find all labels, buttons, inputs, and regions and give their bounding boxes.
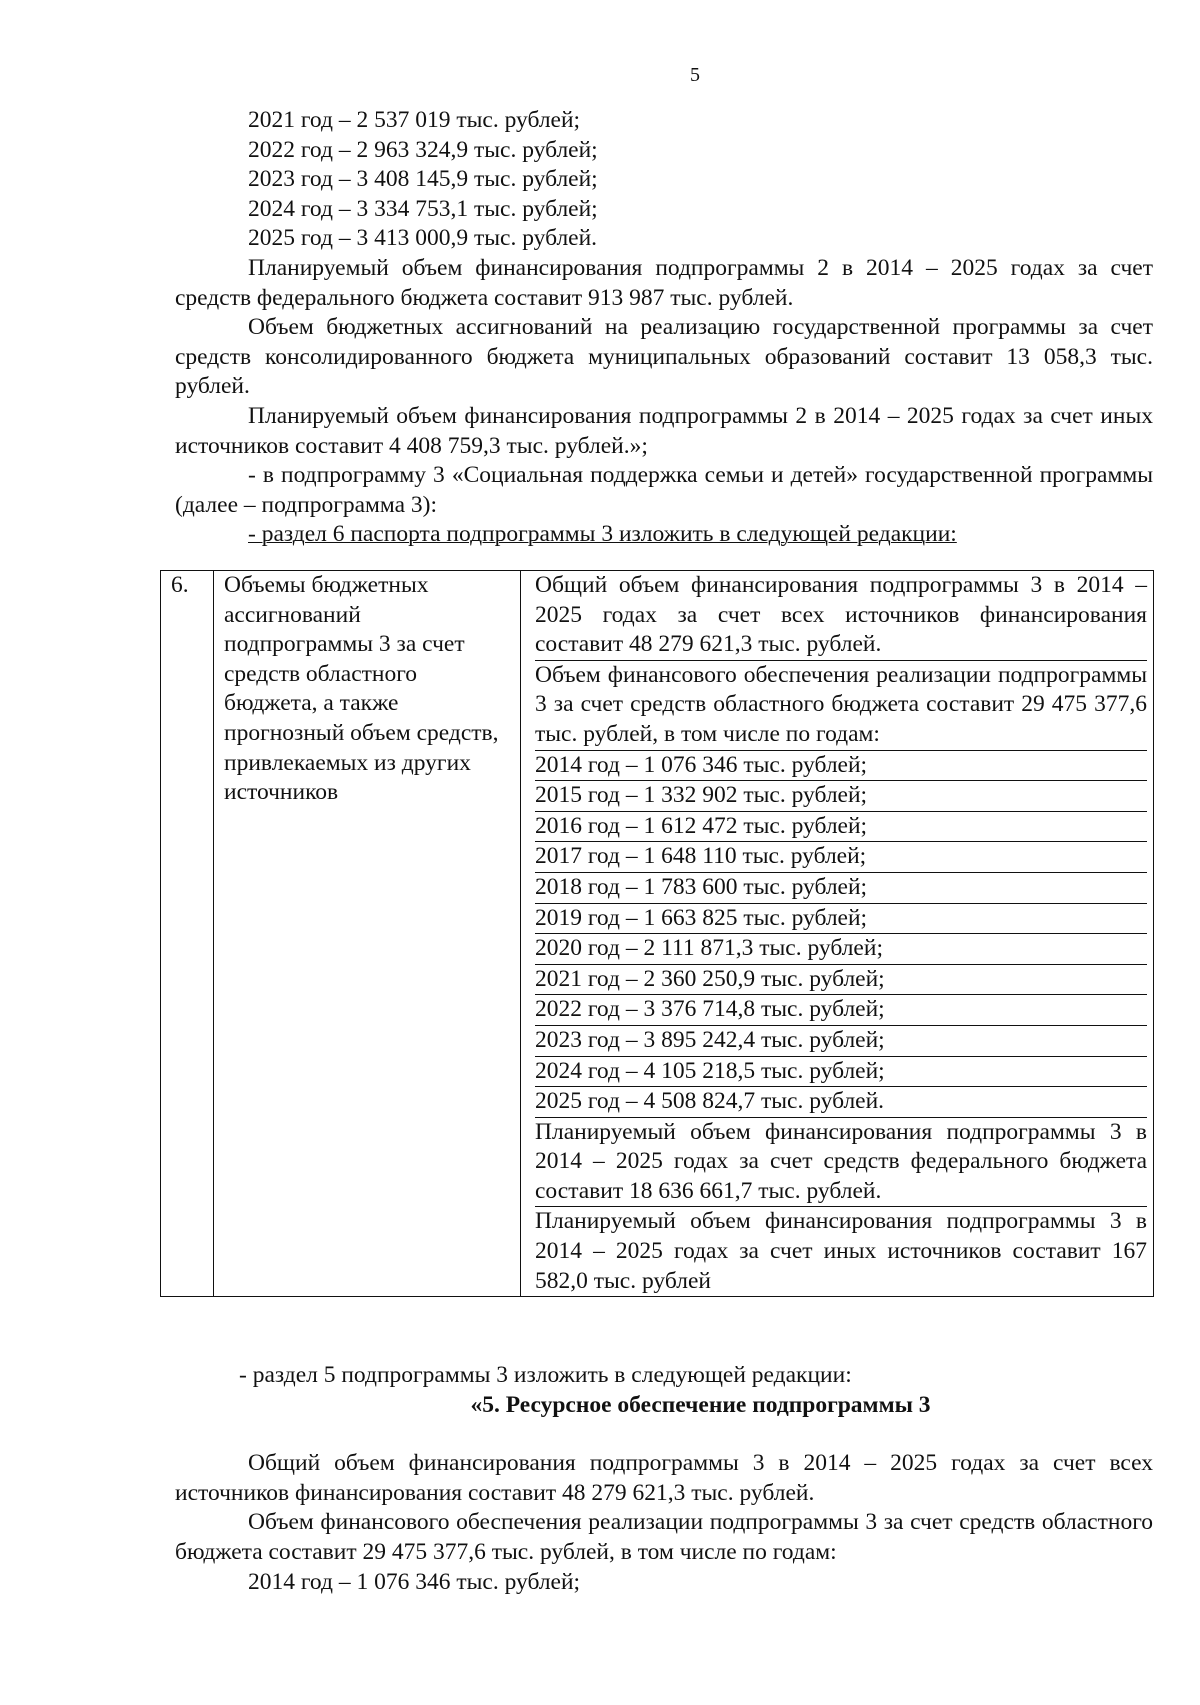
year-2016 — [535, 812, 1147, 843]
year-line: 2014 год – 1 076 346 тыс. рублей; — [535, 751, 868, 778]
page-number: 5 — [690, 64, 700, 86]
year-2025 — [535, 1087, 1147, 1118]
row-number: 6. — [161, 571, 214, 1297]
other-funding-text: Планируемый объем финансирования подпрограммы 3 в 2014 – 2025 годах за счет иных источников составит 167 582,0 тыс. рублей — [535, 1208, 1147, 1294]
section-block — [175, 1361, 1153, 1597]
year-2019 — [535, 904, 1147, 935]
total-funding — [535, 571, 1147, 661]
other-funding — [535, 1207, 1147, 1296]
intro-year-2025: 2025 год – 3 413 000,9 тыс. рублей. — [248, 225, 598, 252]
section-year-2014: 2014 год – 1 076 346 тыс. рублей; — [248, 1568, 581, 1595]
section-heading: «5. Ресурсное обеспечение подпрограммы 3 — [470, 1391, 931, 1418]
year-2018 — [535, 873, 1147, 904]
table-row — [161, 571, 1154, 1297]
year-line: 2015 год – 1 332 902 тыс. рублей; — [535, 782, 868, 809]
row-label: Объемы бюджетных ассигнований подпрограммы 3 за счет средств областного бюджета, а также прогнозный объем средств, привлекаемых из других источников — [214, 571, 521, 1297]
paragraph-section6-note — [175, 520, 1153, 550]
section-paragraph-regional: Объем финансового обеспечения реализации подпрограммы 3 за счет средств областного бюджета составит 29 475 377,6 тыс. рублей, в том числе по годам: — [175, 1509, 1153, 1565]
year-line: 2020 год – 2 111 871,3 тыс. рублей; — [535, 935, 883, 962]
intro-year-2022: 2022 год – 2 963 324,9 тыс. рублей; — [248, 136, 598, 163]
federal-funding — [535, 1118, 1147, 1208]
intro-year-2024: 2024 год – 3 334 753,1 тыс. рублей; — [248, 195, 598, 222]
year-line: 2019 год – 1 663 825 тыс. рублей; — [535, 904, 868, 931]
paragraph-sub3-intro: - в подпрограмму 3 «Социальная поддержка семьи и детей» государственной программы (далее – подпрограмма 3): — [175, 462, 1153, 518]
year-line: 2022 год – 3 376 714,8 тыс. рублей; — [535, 996, 885, 1023]
passport-table — [160, 570, 1154, 1297]
year-2017 — [535, 842, 1147, 873]
total-funding-text: Общий объем финансирования подпрограммы 3 в 2014 – 2025 годах за счет всех источников финансирования составит 48 279 621,3 тыс. рублей. — [535, 572, 1147, 658]
section-paragraph-total: Общий объем финансирования подпрограммы 3 в 2014 – 2025 годах за счет всех источников финансирования составит 48 279 621,3 тыс. рублей. — [175, 1450, 1153, 1506]
year-line: 2024 год – 4 105 218,5 тыс. рублей; — [535, 1057, 885, 1084]
row-content — [521, 571, 1154, 1297]
spacer — [175, 1420, 1153, 1449]
year-line: 2021 год – 2 360 250,9 тыс. рублей; — [535, 965, 885, 992]
regional-funding-text: Объем финансового обеспечения реализации подпрограммы 3 за счет средств областного бюджета составит 29 475 377,6 тыс. рублей, в том числе по годам: — [535, 661, 1147, 747]
year-2020 — [535, 934, 1147, 965]
year-line: 2016 год – 1 612 472 тыс. рублей; — [535, 812, 868, 839]
year-line: 2017 год – 1 648 110 тыс. рублей; — [535, 843, 867, 870]
year-2024 — [535, 1057, 1147, 1088]
regional-funding — [535, 661, 1147, 751]
year-line: 2023 год – 3 895 242,4 тыс. рублей; — [535, 1026, 885, 1053]
year-line: 2025 год – 4 508 824,7 тыс. рублей. — [535, 1088, 885, 1115]
after-table-note: - раздел 5 подпрограммы 3 изложить в следующей редакции: — [239, 1362, 852, 1388]
year-2023 — [535, 1026, 1147, 1057]
year-2022 — [535, 995, 1147, 1026]
intro-year-2023: 2023 год – 3 408 145,9 тыс. рублей; — [248, 166, 598, 193]
intro-block — [175, 106, 1153, 550]
paragraph-federal-sub2: Планируемый объем финансирования подпрограммы 2 в 2014 – 2025 годах за счет средств федерального бюджета составит 913 987 тыс. рублей. — [175, 254, 1153, 311]
section6-note-text: - раздел 6 паспорта подпрограммы 3 изложить в следующей редакции: — [248, 521, 957, 548]
intro-year-2021: 2021 год – 2 537 019 тыс. рублей; — [248, 107, 581, 133]
year-2014 — [535, 751, 1147, 782]
federal-funding-text: Планируемый объем финансирования подпрограммы 3 в 2014 – 2025 годах за счет средств федерального бюджета составит 18 636 661,7 тыс. рублей. — [535, 1118, 1147, 1204]
year-line: 2018 год – 1 783 600 тыс. рублей; — [535, 873, 868, 900]
year-2015 — [535, 781, 1147, 812]
paragraph-other-sub2: Планируемый объем финансирования подпрограммы 2 в 2014 – 2025 годах за счет иных источников составит 4 408 759,3 тыс. рублей.»; — [175, 402, 1153, 459]
paragraph-municipal: Объем бюджетных ассигнований на реализацию государственной программы за счет средств консолидированного бюджета муниципальных образований составит 13 058,3 тыс. рублей. — [175, 314, 1153, 400]
year-2021 — [535, 965, 1147, 996]
